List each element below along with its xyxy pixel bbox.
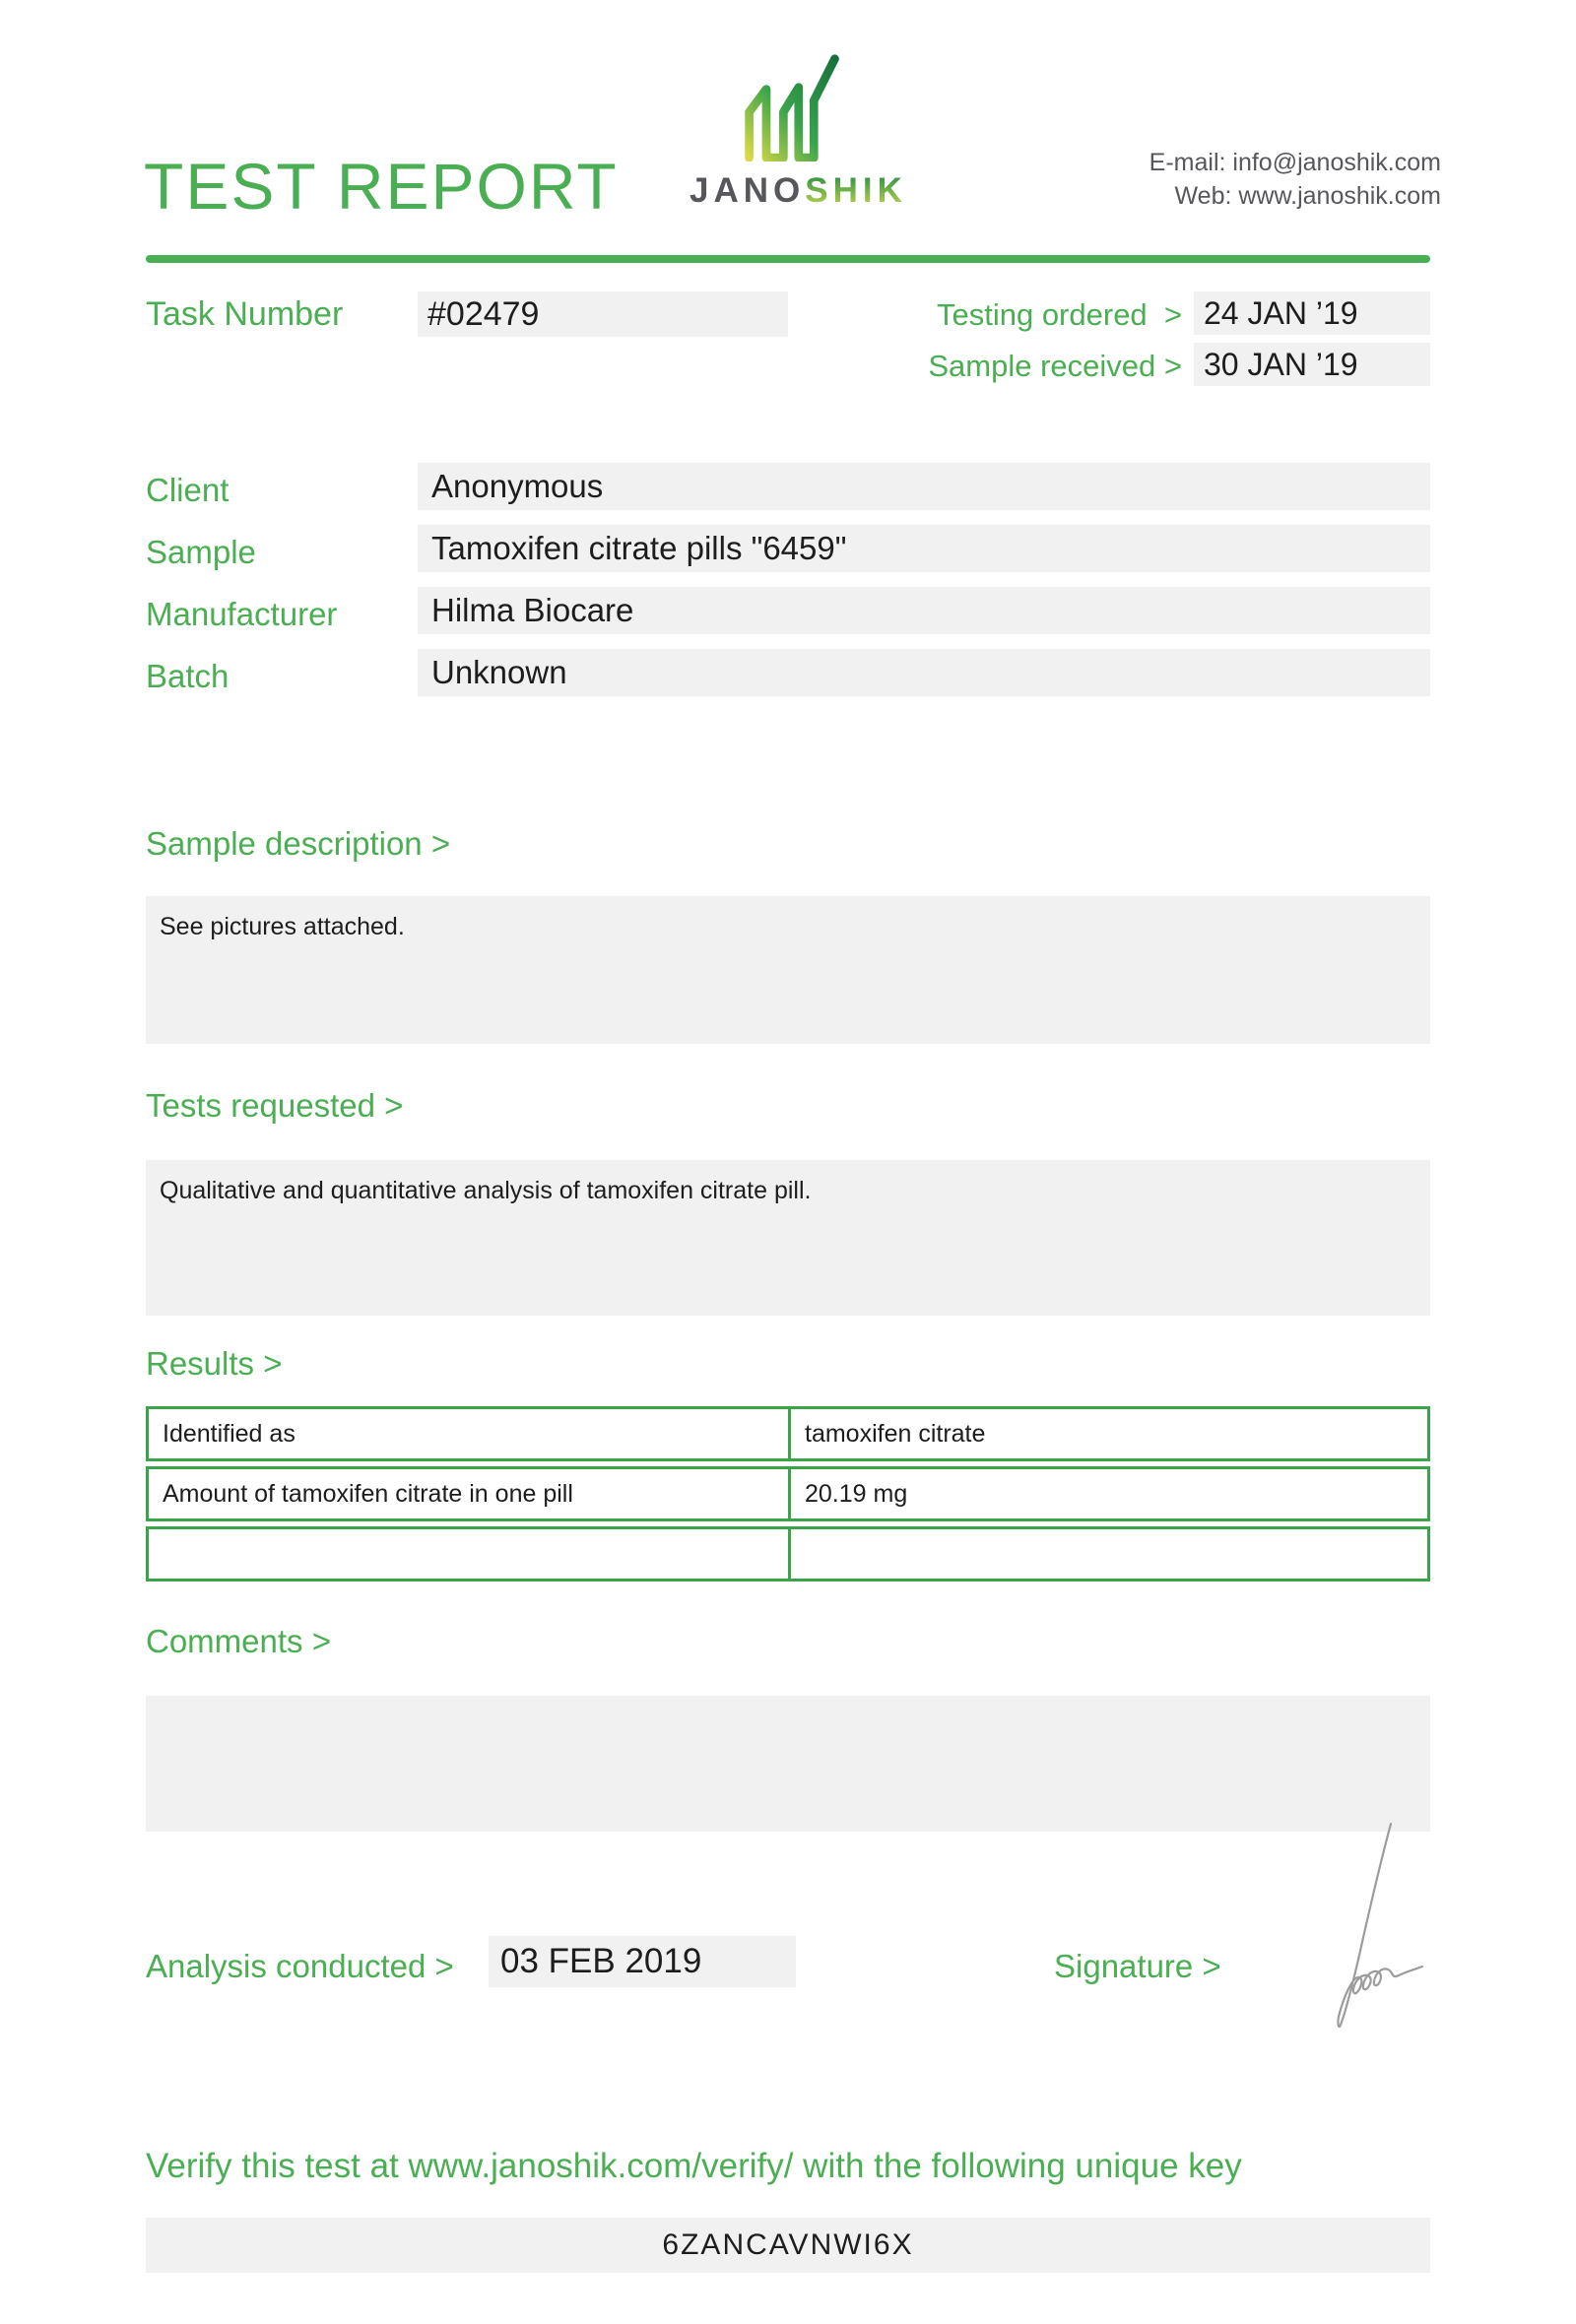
result-cell-amount-label: Amount of tamoxifen citrate in one pill [163, 1480, 573, 1508]
sample-description-box [146, 896, 1430, 1044]
chart-peaks-icon [742, 51, 844, 161]
testing-ordered-label: Testing ordered > [936, 297, 1182, 332]
table-row [146, 1406, 1430, 1461]
testing-ordered-date: 24 JAN ’19 [1204, 295, 1358, 331]
page-title: TEST REPORT [144, 150, 619, 223]
manufacturer-value: Hilma Biocare [431, 592, 634, 628]
tests-requested-heading: Tests requested > [146, 1087, 404, 1124]
table-row [146, 1466, 1430, 1521]
batch-value: Unknown [431, 654, 567, 690]
logo-wordmark [690, 171, 907, 210]
analysis-conducted-value-box [489, 1936, 796, 1987]
sample-description-heading: Sample description > [146, 825, 451, 862]
unique-key-box [146, 2218, 1430, 2273]
logo-part-jano: JANO [690, 171, 806, 210]
task-number-value: #02479 [427, 295, 540, 333]
result-cell-identified-value: tamoxifen citrate [788, 1409, 1427, 1458]
client-value: Anonymous [431, 468, 604, 504]
batch-value-box [418, 649, 1430, 696]
sample-description-text: See pictures attached. [160, 913, 405, 940]
task-number-label: Task Number [146, 295, 344, 333]
contact-web: Web: www.janoshik.com [1174, 182, 1441, 210]
testing-ordered-value-box [1194, 291, 1430, 335]
tests-requested-box [146, 1160, 1430, 1316]
results-table [146, 1406, 1430, 1586]
contact-info [1149, 146, 1441, 213]
comments-box [146, 1696, 1430, 1832]
batch-label: Batch [146, 658, 230, 694]
analysis-conducted-date: 03 FEB 2019 [500, 1942, 702, 1980]
client-label: Client [146, 472, 230, 508]
sample-received-value-box [1194, 343, 1430, 386]
signature-label: Signature > [1054, 1948, 1221, 1984]
comments-heading: Comments > [146, 1623, 331, 1659]
result-cell-empty [788, 1529, 1427, 1579]
contact-email: E-mail: info@janoshik.com [1149, 149, 1441, 176]
sample-label: Sample [146, 534, 256, 570]
logo-part-shik: SHIK [805, 171, 907, 210]
signature-image [1280, 1820, 1438, 2036]
manufacturer-value-box [418, 587, 1430, 634]
result-cell-empty [149, 1529, 788, 1579]
table-row [146, 1526, 1430, 1582]
unique-key: 6ZANCAVNWI6X [662, 2228, 914, 2261]
tests-requested-text: Qualitative and quantitative analysis of tamoxifen citrate pill. [160, 1177, 812, 1204]
sample-received-label: Sample received > [928, 349, 1182, 383]
header-divider [146, 255, 1430, 263]
client-value-box [418, 463, 1430, 510]
sample-value: Tamoxifen citrate pills "6459" [431, 530, 847, 566]
results-heading: Results > [146, 1345, 283, 1382]
result-cell-amount-value: 20.19 mg [788, 1469, 1427, 1518]
verify-instruction: Verify this test at www.janoshik.com/verify/ with the following unique key [146, 2147, 1242, 2185]
manufacturer-label: Manufacturer [146, 596, 338, 632]
comments-text [146, 1696, 1430, 1727]
janoshik-logo [690, 51, 907, 210]
result-cell-identified-label: Identified as [163, 1420, 296, 1448]
analysis-conducted-label: Analysis conducted > [146, 1948, 454, 1984]
task-number-value-box [418, 291, 788, 337]
sample-received-date: 30 JAN ’19 [1204, 347, 1358, 382]
sample-value-box [418, 525, 1430, 572]
